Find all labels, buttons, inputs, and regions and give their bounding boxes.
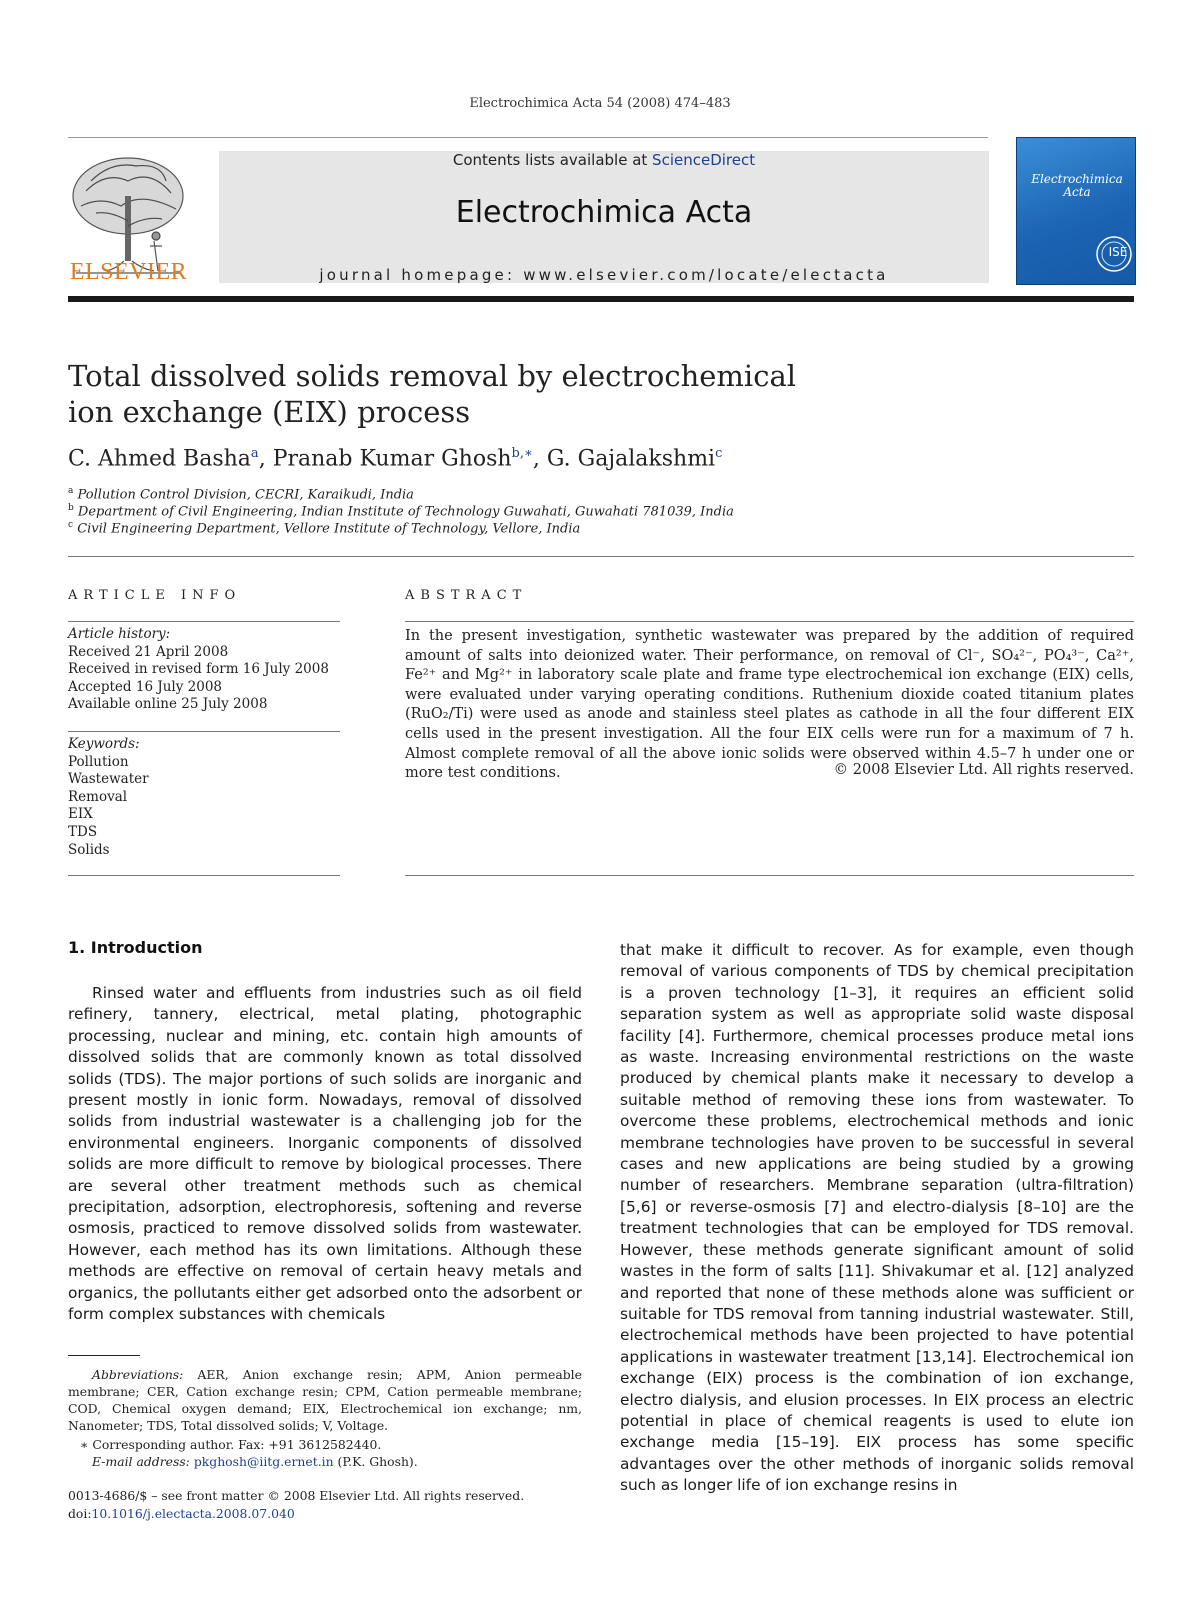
author-affiliation-mark[interactable]: c (715, 446, 723, 461)
footnote-rule (68, 1355, 140, 1356)
affiliation: $^a$ Pollution Control Division, CECRI, Karaikudi, India (68, 486, 414, 503)
affiliation: $^c$ Civil Engineering Department, Vellore Institute of Technology, Vellore, India (68, 520, 581, 537)
author-name: G. Gajalakshmi (546, 446, 716, 472)
abstract-rule (405, 621, 1134, 622)
cover-badge: ISE (1108, 245, 1128, 259)
author-affiliation-mark[interactable]: a (250, 446, 259, 461)
sciencedirect-link[interactable]: ScienceDirect (652, 151, 756, 169)
journal-reference: Electrochimica Acta 54 (2008) 474–483 (469, 96, 731, 111)
contents-prefix: Contents lists available at (452, 151, 653, 169)
article-title: Total dissolved solids removal by electrochemical ion exchange (EIX) process (68, 359, 797, 429)
doi-line: doi:10.1016/j.electacta.2008.07.040 (68, 1506, 295, 1521)
abstract-text: In the present investigation, synthetic wastewater was prepared by the addition of required amount of salts into deionized water. Their performance, on removal of Cl⁻, SO₄²⁻, PO₄³⁻, Ca²⁺, Fe²⁺ and Mg²⁺ in laboratory scale plate and frame type electrochemical ion exchange (EIX) cells, were evaluated under varying operating conditions. Ruthenium dioxide coated titanium plates (RuO₂/Ti) were used as anode and stainless steel plates as cathode in all the four different EIX cells used in the present investigation. All the four EIX cells were run for a maximum of 7 h. Almost complete removal of all the above ionic solids were observed within 4.5–7 h under one or more test conditions. (405, 628, 1134, 782)
abstract-heading: ABSTRACT (405, 588, 528, 603)
article-history: Article history: Received 21 April 2008 Received in revised form 16 July 2008 Accepted 16 July 2008 Available online 25 July 2008 (68, 626, 348, 714)
affiliation: $^b$ Department of Civil Engineering, Indian Institute of Technology Guwahati, Guwahati 781039, India (68, 503, 734, 520)
abstract-bottom-rule (405, 875, 1134, 876)
header-thick-rule (68, 296, 1134, 302)
keyword: Wastewater (68, 771, 149, 788)
history-item: Available online 25 July 2008 (68, 696, 268, 713)
intro-left-column: Rinsed water and effluents from industries such as oil field refinery, tannery, electrical, metal plating, photographic processing, nuclear and mining, etc. contain high amounts of dissolved solids that are commonly known as total dissolved solids (TDS). The major portions of such solids are inorganic and present mostly in ionic form. Nowadays, removal of dissolved solids from industrial wastewater is a challenging job for the environmental engineers. Inorganic components of dissolved solids are more difficult to remove by biological processes. There are several other treatment methods such as chemical precipitation, adsorption, electrophoresis, softening and reverse osmosis, practiced to remove dissolved solids from wastewater. However, each method has its own limitations. Although these methods are effective on removal of certain heavy metals and organics, the pollutants either get adsorbed onto the adsorbent or form complex substances with chemicals (68, 984, 582, 1324)
keyword: TDS (68, 823, 98, 840)
author-name: Pranab Kumar Ghosh (272, 446, 512, 472)
header-rule (68, 137, 988, 138)
abstract-copyright: © 2008 Elsevier Ltd. All rights reserved. (833, 762, 1134, 778)
intro-right-column: that make it difficult to recover. As for example, even though removal of various components of TDS by chemical precipitation is a proven technology [1–3], it requires an efficient solid separation system as well as appropriate solid waste disposal facility [4]. Furthermore, chemical processes produce metal ions as waste. Increasing environmental restrictions on the waste produced by chemical plants make it necessary to develop a suitable method of removing these ions from wastewater. To overcome these problems, electrochemical methods and ionic membrane technologies have proven to be successful in several cases and new applications are being studied by a growing number of researchers. Membrane separation (ultra-filtration) [5,6] or reverse-osmosis [7] and electro-dialysis [8–10] are the treatment technologies that can be employed for TDS removal. However, these methods generate significant amount of solid wastes in the form of salts [11]. Shivakumar et al. [12] analyzed and reported that none of these methods alone was sufficient or suitable for TDS removal from tanning industrial wastewater. Still, electrochemical methods have been projected to have potential applications in wastewater treatment [13,14]. Electrochemical ion exchange (EIX) process is the combination of ion exchange, electro dialysis, and elusion processes. In EIX process an electric potential in place of chemical reagents is used to elute ion exchange media [15–19]. EIX process has some specific advantages over the other methods of inorganic solids removal such as longer life of ion exchange resins in (620, 941, 1134, 1495)
corresponding-author-footnote: ∗ Corresponding author. Fax: +91 3612582440. (80, 1437, 382, 1452)
journal-name: Electrochimica Acta (455, 195, 753, 230)
keyword: Solids (68, 841, 110, 858)
keyword: Pollution (68, 753, 129, 770)
contents-line (219, 151, 989, 169)
history-item: Received in revised form 16 July 2008 (68, 661, 329, 678)
section-heading-introduction: 1. Introduction (68, 938, 203, 957)
elsevier-wordmark: ELSEVIER (69, 259, 188, 285)
article-info-heading: ARTICLE INFO (68, 588, 242, 603)
article-info-bottom-rule (68, 875, 340, 876)
journal-homepage[interactable]: journal homepage: www.elsevier.com/locate/electacta (319, 266, 889, 284)
abbreviations-footnote: Abbreviations: AER, Anion exchange resin; APM, Anion permeable membrane; CER, Cation exchange resin; CPM, Cation permeable membrane; COD, Chemical oxygen demand; EIX, Electrochemical ion exchange; nm, Nanometer; TDS, Total dissolved solids; V, Voltage. (68, 1367, 582, 1433)
keywords-rule (68, 731, 340, 732)
keyword: EIX (68, 806, 93, 823)
author-list: C. Ahmed Basha$^a$, Pranab Kumar Ghosh$^{b,∗}$, G. Gajalakshmi$^c$ (68, 446, 723, 472)
history-item: Received 21 April 2008 (68, 643, 229, 660)
article-info-rule (68, 621, 340, 622)
email-link[interactable]: pkghosh@iitg.ernet.in (193, 1454, 334, 1469)
keyword: Removal (68, 788, 128, 805)
author-name: C. Ahmed Basha (68, 446, 251, 472)
doi-link[interactable]: 10.1016/j.electacta.2008.07.040 (91, 1506, 295, 1521)
author-affiliation-mark[interactable]: b,∗ (511, 446, 533, 461)
cover-title: Electrochimica Acta (1031, 172, 1123, 199)
issn-line: 0013-4686/$ – see front matter © 2008 Elsevier Ltd. All rights reserved. (68, 1488, 525, 1503)
history-item: Accepted 16 July 2008 (68, 678, 223, 695)
email-footnote: E-mail address: pkghosh@iitg.ernet.in (P.K. Ghosh). (92, 1454, 418, 1469)
keywords: Keywords: Pollution Wastewater Removal EIX TDS Solids (68, 736, 348, 859)
section-rule (68, 556, 1134, 557)
